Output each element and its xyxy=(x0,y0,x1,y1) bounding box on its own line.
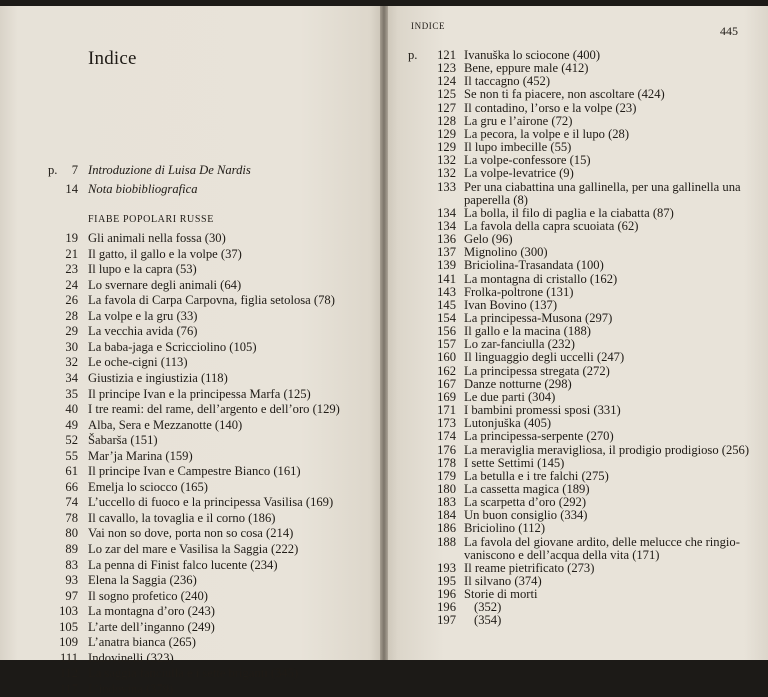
entry-title: Il contadino, l’orso e la volpe (23) xyxy=(464,100,637,115)
entry-title: Briciolina-Trasandata (100) xyxy=(464,258,604,273)
entry-title: Gli animali nella fossa (30) xyxy=(88,231,226,245)
entry-page-number: 78 xyxy=(65,510,78,525)
entry-page-number: 174 xyxy=(437,429,456,444)
entry-page-number: 21 xyxy=(65,246,78,261)
entry-page-number: 52 xyxy=(65,433,78,448)
entry-title: Per una ciabattina una gallinella, per una gallinella una xyxy=(464,179,741,194)
entry-page-number: 35 xyxy=(65,386,78,401)
entry-page-number: 196 xyxy=(437,587,456,602)
entry-title: Un buon consiglio (334) xyxy=(464,508,588,523)
entry-title: L’indovina (379) xyxy=(88,681,174,696)
entry-title: Mar’ja Marina (159) xyxy=(88,448,193,463)
entry-title: Indovinelli (323) xyxy=(88,650,174,665)
entry-title: I bambini promessi sposi (331) xyxy=(464,403,621,418)
entry-page-number: 160 xyxy=(437,350,456,365)
entry-title: La favola del giovane ardito, delle melucce che ringio- xyxy=(464,534,740,549)
entry-page-number: 123 xyxy=(437,61,456,76)
entry-title: Ivanuška lo sciocone (400) xyxy=(464,48,601,62)
page-prefix: p. xyxy=(408,48,418,62)
entry-page-number: 32 xyxy=(65,355,78,370)
entry-page-number: 134 xyxy=(437,218,456,233)
entry-page-number: 55 xyxy=(65,448,78,463)
entry-page-number: 139 xyxy=(437,258,456,273)
entry-title: Šabarša (151) xyxy=(88,433,158,448)
entry-title: Il principe Ivan e Campestre Bianco (161) xyxy=(88,464,301,479)
entry-page-number: 129 xyxy=(437,126,456,141)
entry-title: Emelja lo sciocco (165) xyxy=(88,479,208,494)
entry-title: La principessa-Musona (297) xyxy=(464,311,613,325)
entry-title: Le oche-cigni (113) xyxy=(88,355,188,370)
entry-page-number: 80 xyxy=(65,526,78,541)
entry-title: L’arte dell’inganno (249) xyxy=(88,619,215,634)
entry-page-number: 154 xyxy=(437,311,456,325)
entry-page-number: 178 xyxy=(437,455,456,470)
entry-title: Il taccagno (452) xyxy=(464,74,551,89)
entry-page-number: 66 xyxy=(65,479,78,494)
entry-title: L’anatra bianca (265) xyxy=(88,635,196,650)
entry-title: (352) xyxy=(474,600,502,615)
page-title: Indice xyxy=(88,48,137,69)
entry-title: Il lupo e la capra (53) xyxy=(88,262,197,277)
entry-page-number: 89 xyxy=(65,542,78,556)
right-page xyxy=(384,6,768,660)
entry-title: La favola di Carpa Carpovna, figlia setolosa (78) xyxy=(88,293,335,308)
entry-page-number: 134 xyxy=(437,205,456,220)
entry-title: Il lupo imbecille (55) xyxy=(464,140,572,155)
entry-title: La cassetta magica (189) xyxy=(464,481,590,496)
entry-page-number: 171 xyxy=(437,403,456,418)
entry-page-number: 184 xyxy=(437,508,456,523)
entry-page-number: 19 xyxy=(65,231,78,245)
entry-title: Lo svernare degli animali (64) xyxy=(88,277,242,292)
entry-page-number: 156 xyxy=(437,324,456,339)
left-page xyxy=(0,6,384,696)
entry-title: I sette Settimi (145) xyxy=(464,455,565,470)
entry-title: Ivan Bovino (137) xyxy=(464,297,558,312)
entry-page-number: 129 xyxy=(437,140,456,155)
entry-title: I tre reami: del rame, dell’argento e dell’oro (129) xyxy=(88,402,340,417)
entry-page-number: 111 xyxy=(60,650,78,665)
entry-title: Lutonjuška (405) xyxy=(464,416,552,431)
entry-page-number: 49 xyxy=(65,417,78,432)
entry-title: La scarpetta d’oro (292) xyxy=(464,495,587,510)
entry-page-number: 121 xyxy=(437,48,456,62)
entry-title: Lo zar del mare e Vasilisa la Saggia (222) xyxy=(88,542,299,556)
section-heading: FIABE POPOLARI RUSSE xyxy=(88,214,214,225)
entry-title: Bene, eppure male (412) xyxy=(464,61,589,76)
entry-title: Lo zar-fanciulla (232) xyxy=(464,337,575,352)
entry-page-number: 167 xyxy=(437,376,456,391)
entry-title: Il sogno profetico (240) xyxy=(88,588,208,603)
entry-title: Gelo (96) xyxy=(464,232,513,247)
page-prefix: p. xyxy=(48,163,58,177)
entry-title: paperella (8) xyxy=(464,192,528,207)
entry-title: Vai non so dove, porta non so cosa (214) xyxy=(88,526,294,541)
entry-page-number: 83 xyxy=(65,557,78,572)
entry-title: La saggia fanciulla e i sette briganti (345) xyxy=(88,666,299,681)
entry-page-number: 7 xyxy=(71,163,78,177)
entry-page-number: 180 xyxy=(437,481,456,496)
entry-page-number: 14 xyxy=(65,182,78,196)
entry-title: Nota biobibliografica xyxy=(88,182,198,196)
entry-page-number: 195 xyxy=(437,574,456,588)
entry-title: Il reame pietrificato (273) xyxy=(464,560,595,575)
entry-title: Il gatto, il gallo e la volpe (37) xyxy=(88,246,242,261)
entry-title: Il principe Ivan e la principessa Marfa (125) xyxy=(88,386,311,401)
entry-title: Briciolino (112) xyxy=(464,521,546,536)
entry-page-number: 179 xyxy=(437,468,456,483)
entry-title: L’uccello di fuoco e la principessa Vasilisa (169) xyxy=(88,495,334,510)
entry-title: Il linguaggio degli uccelli (247) xyxy=(464,350,625,365)
entry-page-number: 186 xyxy=(437,521,456,536)
entry-title: Se non ti fa piacere, non ascoltare (424) xyxy=(464,87,665,102)
entry-title: Frolka-poltrone (131) xyxy=(464,284,574,299)
entry-page-number: 127 xyxy=(437,100,456,115)
entry-title: Il silvano (374) xyxy=(464,574,542,588)
entry-title: La baba-jaga e Scricciolino (105) xyxy=(88,339,257,354)
entry-page-number: 97 xyxy=(65,588,78,603)
entry-page-number: 34 xyxy=(65,370,78,385)
entry-page-number: 61 xyxy=(65,464,78,479)
entry-page-number: 112 xyxy=(59,666,78,681)
entry-page-number: 197 xyxy=(437,613,456,628)
entry-title: Mignolino (300) xyxy=(464,245,548,260)
entry-page-number: 137 xyxy=(437,245,456,260)
entry-page-number: 109 xyxy=(59,635,78,650)
entry-title: Il gallo e la macina (188) xyxy=(464,324,591,339)
entry-page-number: 125 xyxy=(437,87,456,102)
page-number: 445 xyxy=(720,24,738,38)
entry-title: Le due parti (304) xyxy=(464,389,556,404)
entry-page-number: 145 xyxy=(437,297,456,312)
entry-page-number: 143 xyxy=(437,284,456,299)
entry-page-number: 29 xyxy=(65,324,78,339)
entry-title: Alba, Sera e Mezzanotte (140) xyxy=(88,417,243,432)
entry-title: La volpe-levatrice (9) xyxy=(464,166,574,181)
entry-title: La montagna di cristallo (162) xyxy=(464,271,618,286)
entry-title: La principessa stregata (272) xyxy=(464,363,610,378)
entry-page-number: 141 xyxy=(437,271,456,286)
entry-title: La volpe-confessore (15) xyxy=(464,153,591,168)
entry-title: La betulla e i tre falchi (275) xyxy=(464,468,609,483)
entry-page-number: 162 xyxy=(437,363,456,378)
entry-title: La principessa-serpente (270) xyxy=(464,429,614,444)
entry-title: Elena la Saggia (236) xyxy=(88,573,197,588)
entry-page-number: 105 xyxy=(59,619,78,634)
entry-page-number: 196 xyxy=(437,600,456,615)
entry-title: La bolla, il filo di paglia e la ciabatta (87) xyxy=(464,205,674,220)
entry-page-number: 132 xyxy=(437,166,456,181)
entry-title: La penna di Finist falco lucente (234) xyxy=(88,557,278,572)
entry-title: Il cavallo, la tovaglia e il corno (186) xyxy=(88,510,276,525)
entry-page-number: 26 xyxy=(65,293,78,308)
entry-page-number: 193 xyxy=(437,560,456,575)
entry-title: (354) xyxy=(474,613,502,628)
entry-page-number: 133 xyxy=(437,179,456,194)
entry-title: Introduzione di Luisa De Nardis xyxy=(88,163,251,177)
entry-page-number: 176 xyxy=(437,442,456,457)
entry-title: Storie di morti xyxy=(464,587,538,602)
entry-page-number: 169 xyxy=(437,389,456,404)
entry-page-number: 30 xyxy=(65,339,78,354)
entry-page-number: 40 xyxy=(65,402,78,417)
entry-page-number: 128 xyxy=(437,113,456,128)
entry-page-number: 28 xyxy=(65,308,78,323)
entry-title: La gru e l’airone (72) xyxy=(464,113,573,128)
entry-page-number: 93 xyxy=(65,573,78,588)
entry-page-number: 124 xyxy=(437,74,456,89)
book-gutter xyxy=(380,6,388,660)
entry-page-number: 117 xyxy=(59,681,78,696)
entry-title: Danze notturne (298) xyxy=(464,376,572,391)
entry-title: vaniscono e dell’acqua della vita (171) xyxy=(464,547,660,562)
entry-title: La favola della capra scuoiata (62) xyxy=(464,218,639,233)
entry-title: La montagna d’oro (243) xyxy=(88,604,215,619)
entry-page-number: 188 xyxy=(437,534,456,549)
entry-title: Giustizia e ingiustizia (118) xyxy=(88,370,228,385)
entry-page-number: 24 xyxy=(65,277,78,292)
entry-title: La volpe e la gru (33) xyxy=(88,308,198,323)
entry-page-number: 157 xyxy=(437,337,456,352)
entry-title: La meraviglia meravigliosa, il prodigio prodigioso (256) xyxy=(464,442,750,457)
running-head: INDICE xyxy=(411,21,446,31)
entry-page-number: 74 xyxy=(65,495,78,510)
entry-title: La pecora, la volpe e il lupo (28) xyxy=(464,126,630,141)
entry-page-number: 173 xyxy=(437,416,456,431)
entry-page-number: 136 xyxy=(437,232,456,247)
entry-page-number: 132 xyxy=(437,153,456,168)
entry-page-number: 23 xyxy=(65,262,78,277)
entry-page-number: 103 xyxy=(59,604,78,619)
entry-title: La vecchia avida (76) xyxy=(88,324,198,339)
entry-page-number: 183 xyxy=(437,495,456,510)
